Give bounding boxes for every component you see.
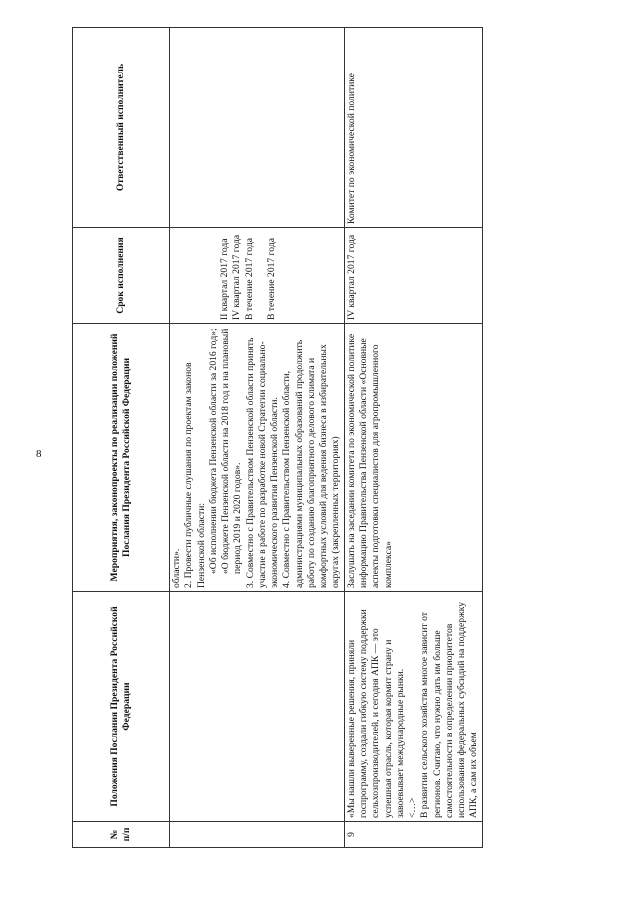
measure-line: 4. Совместно с Правительством Пензенской области, администрациями муниципальных образований продолжить работу по созданию благоприятного делового климата и комфортных условий для ведения бизнеса в избирательных округах (закрепленных территориях)	[281, 339, 342, 588]
spacer	[256, 231, 266, 320]
spacer	[171, 231, 219, 320]
measure-line: «О бюджете Пензенской области на 2018 год и на плановый период 2019 и 2020 годов».	[220, 328, 244, 574]
row2-responsible: Комитет по экономической политике	[344, 28, 482, 228]
deadline-line: IV квартал 2017 года	[231, 234, 243, 320]
header-responsible: Ответственный исполнитель	[73, 28, 170, 228]
provision-line: «Мы нашли выверенные решения, приняли госпрограмму, создали гибкую систему поддержки сельхозпроизводителей, и сегодня АПК — это успешная отрасль, которая кормит страну и завоевывает международные рынки.	[345, 609, 406, 818]
measure-line: «Об исполнении бюджета Пензенской области за 2016 год»;	[207, 328, 219, 574]
header-row	[73, 28, 170, 848]
table-row	[170, 28, 345, 848]
row2-measure: Заслушать на заседании комитета по экономической политике информацию Правительства Пензенской области «Основные аспекты подготовки специалистов для агропромышленного комплекса»	[344, 324, 482, 592]
deadline-line: В течение 2017 года	[243, 238, 255, 320]
measure-line: 2. Провести публичные слушания по проектам законов Пензенской области:	[183, 362, 207, 588]
plan-table	[72, 27, 483, 848]
measure-line: области».	[171, 548, 182, 588]
row2-provision	[344, 592, 482, 822]
row2-deadline: IV квартал 2017 года	[344, 228, 482, 324]
rotated-table-wrapper	[72, 28, 480, 848]
row1-deadline	[170, 228, 345, 324]
deadline-line: II квартал 2017 года	[219, 238, 230, 320]
table-row	[344, 28, 482, 848]
header-provision: Положения Послания Президента Российской Федерации	[73, 592, 170, 822]
page-number: 8	[36, 448, 42, 460]
provision-line: В развитии сельского хозяйства многое зависит от регионов. Считаю, что нужно дать им больше самостоятельности в определении приоритетов использования федеральных субсидий на поддержку АПК, а сам их объем	[419, 601, 480, 818]
measure-line: 3. Совместно с Правительством Пензенской области принять участие в работе по разработке новой Стратегии социально-экономического развития Пензенской области.	[244, 337, 281, 588]
row1-provision	[170, 592, 345, 822]
header-num: № п/п	[73, 822, 170, 848]
row1-measures	[170, 324, 345, 592]
row1-responsible	[170, 28, 345, 228]
provision-line: <…>	[407, 797, 419, 818]
header-deadline: Срок исполнения	[73, 228, 170, 324]
header-measures: Мероприятия, законопроекты по реализации положений Послания Президента Российской Федерации	[73, 324, 170, 592]
deadline-line: В течение 2017 года	[265, 238, 277, 320]
row2-num: 9	[344, 822, 482, 848]
row1-num	[170, 822, 345, 848]
